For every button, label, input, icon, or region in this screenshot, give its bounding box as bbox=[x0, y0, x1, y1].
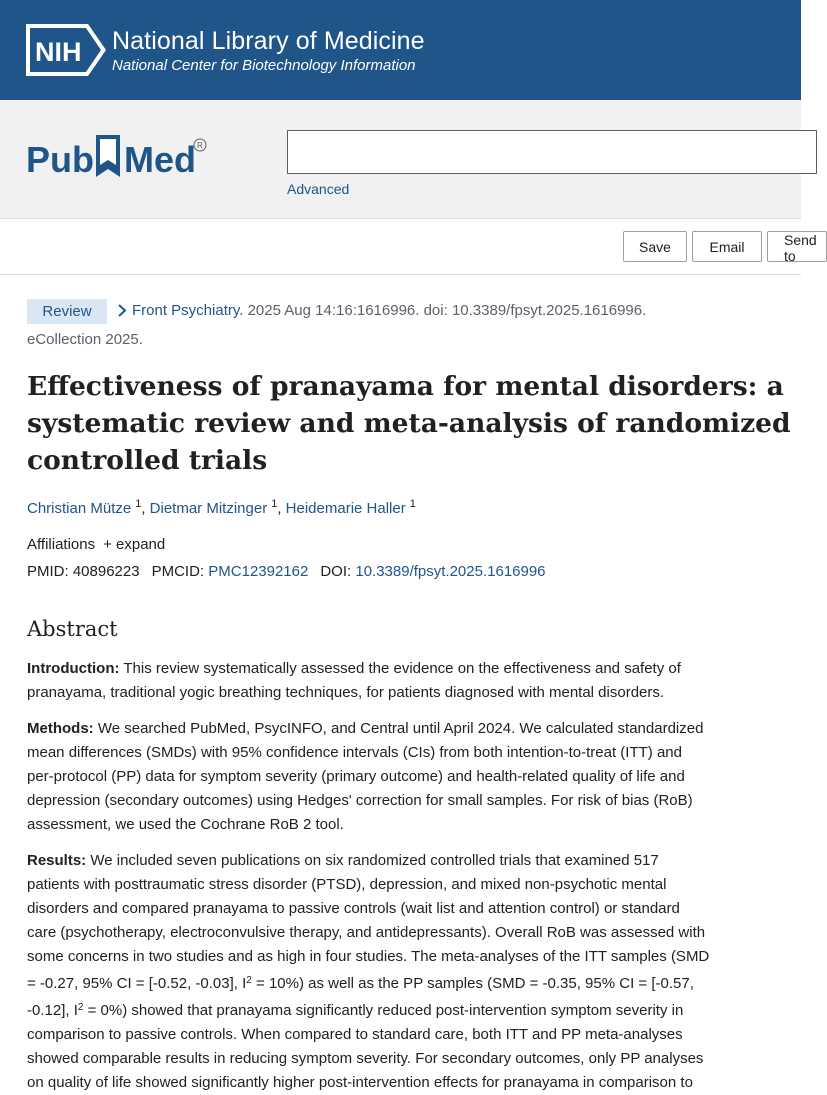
send-to-button[interactable]: Send to bbox=[767, 231, 827, 262]
journal-link[interactable]: Front Psychiatry. bbox=[132, 302, 244, 319]
abstract-introduction bbox=[27, 657, 779, 705]
doi-link[interactable]: 10.3389/fpsyt.2025.1616996 bbox=[355, 563, 546, 580]
affiliations-row bbox=[27, 536, 165, 553]
results-text: some concerns in two studies and as high in four studies. The meta-analyses of the ITT samples (SMD bbox=[27, 948, 710, 965]
methods-label: Methods: bbox=[27, 720, 94, 737]
search-input[interactable] bbox=[287, 130, 817, 174]
nih-logo-text: NIH bbox=[35, 37, 82, 67]
results-text: We included seven publications on six randomized controlled trials that examined 517 bbox=[86, 852, 659, 869]
article-type-badge: Review bbox=[27, 299, 107, 324]
affiliation-ref[interactable]: 1 bbox=[271, 498, 278, 510]
author-link[interactable]: Dietmar Mitzinger bbox=[149, 500, 268, 517]
affiliation-ref[interactable]: 1 bbox=[135, 498, 142, 510]
citation-line bbox=[132, 302, 646, 319]
abstract-results bbox=[27, 849, 779, 1095]
article-title bbox=[27, 368, 791, 479]
introduction-text: pranayama, traditional yogic breathing techniques, for patients diagnosed with mental disorders. bbox=[27, 684, 665, 701]
nih-logo[interactable] bbox=[26, 24, 106, 76]
methods-text: assessment, we used the Cochrane RoB 2 tool. bbox=[27, 816, 344, 833]
author-list: Christian Mütze $^1$, Dietmar Mitzinger $^1$, Heidemarie Haller $^1$ bbox=[27, 498, 416, 517]
ecollection-text: eCollection 2025. bbox=[27, 331, 143, 348]
results-text: showed comparable results in reducing symptom severity. For secondary outcomes, only PP analyses bbox=[27, 1050, 704, 1067]
svg-text:Med: Med bbox=[124, 139, 196, 180]
results-text: = -0.27, 95% CI = [-0.52, -0.03], I bbox=[27, 975, 247, 992]
i-squared-superscript: 2 bbox=[77, 1002, 84, 1013]
methods-text: We searched PubMed, PsycINFO, and Central until April 2024. We calculated standardized bbox=[93, 720, 704, 737]
svg-text:Pub: Pub bbox=[26, 139, 94, 180]
citation-details: 2025 Aug 14:16:1616996. doi: 10.3389/fpsyt.2025.1616996. bbox=[243, 302, 647, 319]
pmid-label: PMID: bbox=[27, 563, 73, 580]
methods-text: depression (secondary outcomes) using Hedges' correction for small samples. For risk of bias (RoB) bbox=[27, 792, 693, 809]
nih-title[interactable]: National Library of Medicine bbox=[112, 27, 425, 55]
results-text: on quality of life showed significantly higher post-intervention effects for pranayama in comparison to bbox=[27, 1074, 693, 1091]
author-link[interactable]: Heidemarie Haller bbox=[285, 500, 406, 517]
introduction-label: Introduction: bbox=[27, 660, 120, 677]
pmid-value: 40896223 bbox=[72, 563, 140, 580]
svg-text:R: R bbox=[197, 141, 203, 150]
email-button[interactable]: Email bbox=[692, 231, 762, 262]
results-label: Results: bbox=[27, 852, 87, 869]
advanced-search-link[interactable]: Advanced bbox=[287, 181, 350, 197]
affiliations-label: Affiliations bbox=[27, 536, 96, 553]
results-text: patients with posttraumatic stress disorder (PTSD), depression, and mixed non-psychotic mental bbox=[27, 876, 667, 893]
action-toolbar bbox=[0, 219, 817, 275]
chevron-right-icon[interactable] bbox=[117, 303, 127, 318]
results-text: disorders and compared pranayama to passive controls (wait list and attention control) or standard bbox=[27, 900, 680, 917]
pmcid-link[interactable]: PMC12392162 bbox=[208, 563, 309, 580]
results-text: = 0%) showed that pranayama significantly reduced post-intervention symptom severity in bbox=[83, 1002, 684, 1019]
methods-text: per-protocol (PP) data for symptom severity (primary outcome) and health-related quality of life and bbox=[27, 768, 685, 785]
i-squared-superscript: 2 bbox=[246, 975, 252, 986]
title-line: Effectiveness of pranayama for mental disorders: a bbox=[27, 371, 784, 402]
nih-header bbox=[0, 0, 801, 100]
author-link[interactable]: Christian Mütze bbox=[27, 500, 132, 517]
save-button[interactable]: Save bbox=[623, 231, 687, 262]
nih-subtitle: National Center for Biotechnology Information bbox=[112, 57, 416, 74]
abstract-methods bbox=[27, 717, 779, 837]
methods-text: mean differences (SMDs) with 95% confidence intervals (CIs) from both intention-to-treat (ITT) and bbox=[27, 744, 682, 761]
introduction-text: This review systematically assessed the evidence on the effectiveness and safety of bbox=[119, 660, 681, 677]
abstract-heading: Abstract bbox=[27, 617, 118, 641]
title-line: controlled trials bbox=[27, 445, 268, 476]
pubmed-logo[interactable] bbox=[26, 125, 216, 187]
results-text: care (psychotherapy, electroconvulsive therapy, and antidepressants). Overall RoB was assessed with bbox=[27, 924, 706, 941]
pmcid-label: PMCID: bbox=[151, 563, 209, 580]
expand-affiliations-button[interactable]: + expand bbox=[103, 536, 166, 553]
results-text: -0.12], I bbox=[27, 1002, 78, 1019]
title-line: systematic review and meta-analysis of randomized bbox=[27, 408, 791, 439]
identifiers-row bbox=[27, 563, 546, 580]
doi-label: DOI: bbox=[320, 563, 356, 580]
results-text: comparison to passive controls. When compared to standard care, both ITT and PP meta-analyses bbox=[27, 1026, 683, 1043]
affiliation-ref[interactable]: 1 bbox=[409, 498, 416, 510]
results-text: = 10%) as well as the PP samples (SMD = -0.35, 95% CI = [-0.57, bbox=[251, 975, 694, 992]
